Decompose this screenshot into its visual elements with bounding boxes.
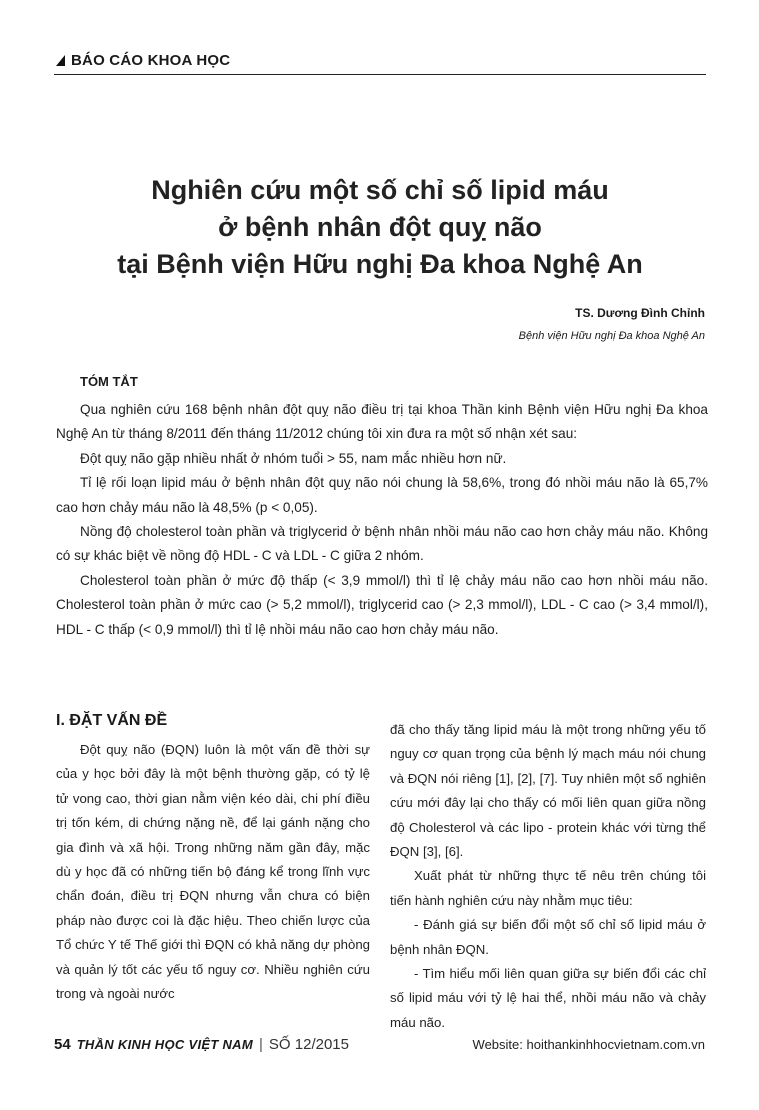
section-label-text: BÁO CÁO KHOA HỌC <box>71 52 231 69</box>
footer-left <box>54 1036 349 1053</box>
body-paragraph: đã cho thấy tăng lipid máu là một trong những yếu tố nguy cơ quan trọng của bệnh lý mạch máu nói chung và ĐQN nói riêng [1], [2], [7]. Tuy nhiên một số nghiên cứu mới đây lại cho thấy có mối liên quan giữa nồng độ Cholesterol và các lipo - protein khác với từng thể ĐQN [3], [6]. <box>390 722 706 860</box>
website-link[interactable]: Website: hoithankinhhocvietnam.com.vn <box>472 1037 705 1052</box>
section-heading: I. ĐẶT VẤN ĐỀ <box>56 712 168 729</box>
title-line: ở bệnh nhân đột quỵ não <box>218 212 542 242</box>
issue-number: SỐ 12/2015 <box>268 1036 349 1053</box>
right-column-text <box>390 718 706 1035</box>
abstract-heading: TÓM TẮT <box>80 374 138 389</box>
author-affiliation: Bệnh viện Hữu nghị Đa khoa Nghệ An <box>518 330 705 342</box>
journal-name: THẦN KINH HỌC VIỆT NAM <box>76 1037 254 1052</box>
article-title <box>60 172 700 283</box>
abstract-body <box>56 398 708 642</box>
footer-separator: | <box>259 1036 263 1053</box>
abstract-paragraph: Đột quỵ não gặp nhiều nhất ở nhóm tuổi > 55, nam mắc nhiều hơn nữ. <box>80 450 507 466</box>
objective-item: - Đánh giá sự biến đổi một số chỉ số lipid máu ở bệnh nhân ĐQN. <box>390 917 706 957</box>
page-footer <box>54 1036 705 1053</box>
triangle-icon <box>56 55 65 66</box>
left-column <box>56 712 370 1006</box>
abstract-paragraph: Nồng độ cholesterol toàn phần và triglycerid ở bệnh nhân nhồi máu não cao hơn chảy máu não. Không có sự khác biệt về nồng độ HDL - C và LDL - C giữa 2 nhóm. <box>56 524 708 564</box>
body-paragraph: Đột quỵ não (ĐQN) luôn là một vấn đề thời sự của y học bởi đây là một bệnh thường gặp, có tỷ lệ tử vong cao, thời gian nằm viện kéo dài, chi phí điều trị tốn kém, di chứng nặng nề, để lại gánh nặng cho gia đình và xã hội. Trong những năm gần đây, mặc dù y học đã có những tiến bộ đáng kể trong lĩnh vực chẩn đoán, điều trị ĐQN nhưng vẫn chưa có biện pháp nào được coi là đặc hiệu. Theo chiến lược của Tổ chức Y tế Thế giới thì ĐQN có khả năng dự phòng và quản lý tốt các yếu tố nguy cơ. Nhiều nghiên cứu trong và ngoài nước <box>56 742 370 1002</box>
page-number: 54 <box>54 1036 71 1053</box>
body-paragraph: Xuất phát từ những thực tế nêu trên chúng tôi tiến hành nghiên cứu này nhằm mục tiêu: <box>390 868 706 908</box>
author-name: TS. Dương Đình Chỉnh <box>575 306 705 320</box>
abstract-paragraph: Qua nghiên cứu 168 bệnh nhân đột quỵ não điều trị tại khoa Thần kinh Bệnh viện Hữu nghị Đa khoa Nghệ An từ tháng 8/2011 đến tháng 11/2012 chúng tôi xin đưa ra một số nhận xét sau: <box>56 402 708 442</box>
section-label <box>56 52 230 69</box>
left-column-text <box>56 738 370 1006</box>
objective-item: - Tìm hiểu mối liên quan giữa sự biến đổi các chỉ số lipid máu với tỷ lệ hai thể, nhồi máu não và chảy máu não. <box>390 966 706 1030</box>
abstract-paragraph: Cholesterol toàn phần ở mức độ thấp (< 3,9 mmol/l) thì tỉ lệ chảy máu não cao hơn nhồi máu não. Cholesterol toàn phần ở mức cao (> 5,2 mmol/l), triglycerid cao (> 2,3 mmol/l), LDL - C cao (> 3,4 mmol/l), HDL - C thấp (< 0,9 mmol/l) thì tỉ lệ nhồi máu não cao hơn chảy máu não. <box>56 572 708 637</box>
title-line: tại Bệnh viện Hữu nghị Đa khoa Nghệ An <box>117 249 643 279</box>
title-line: Nghiên cứu một số chỉ số lipid máu <box>151 175 609 205</box>
right-column <box>390 718 706 1035</box>
abstract-paragraph: Tỉ lệ rối loạn lipid máu ở bệnh nhân đột quỵ não nói chung là 58,6%, trong đó nhồi máu não là 65,7% cao hơn chảy máu não là 48,5% (p < 0,05). <box>56 475 708 515</box>
